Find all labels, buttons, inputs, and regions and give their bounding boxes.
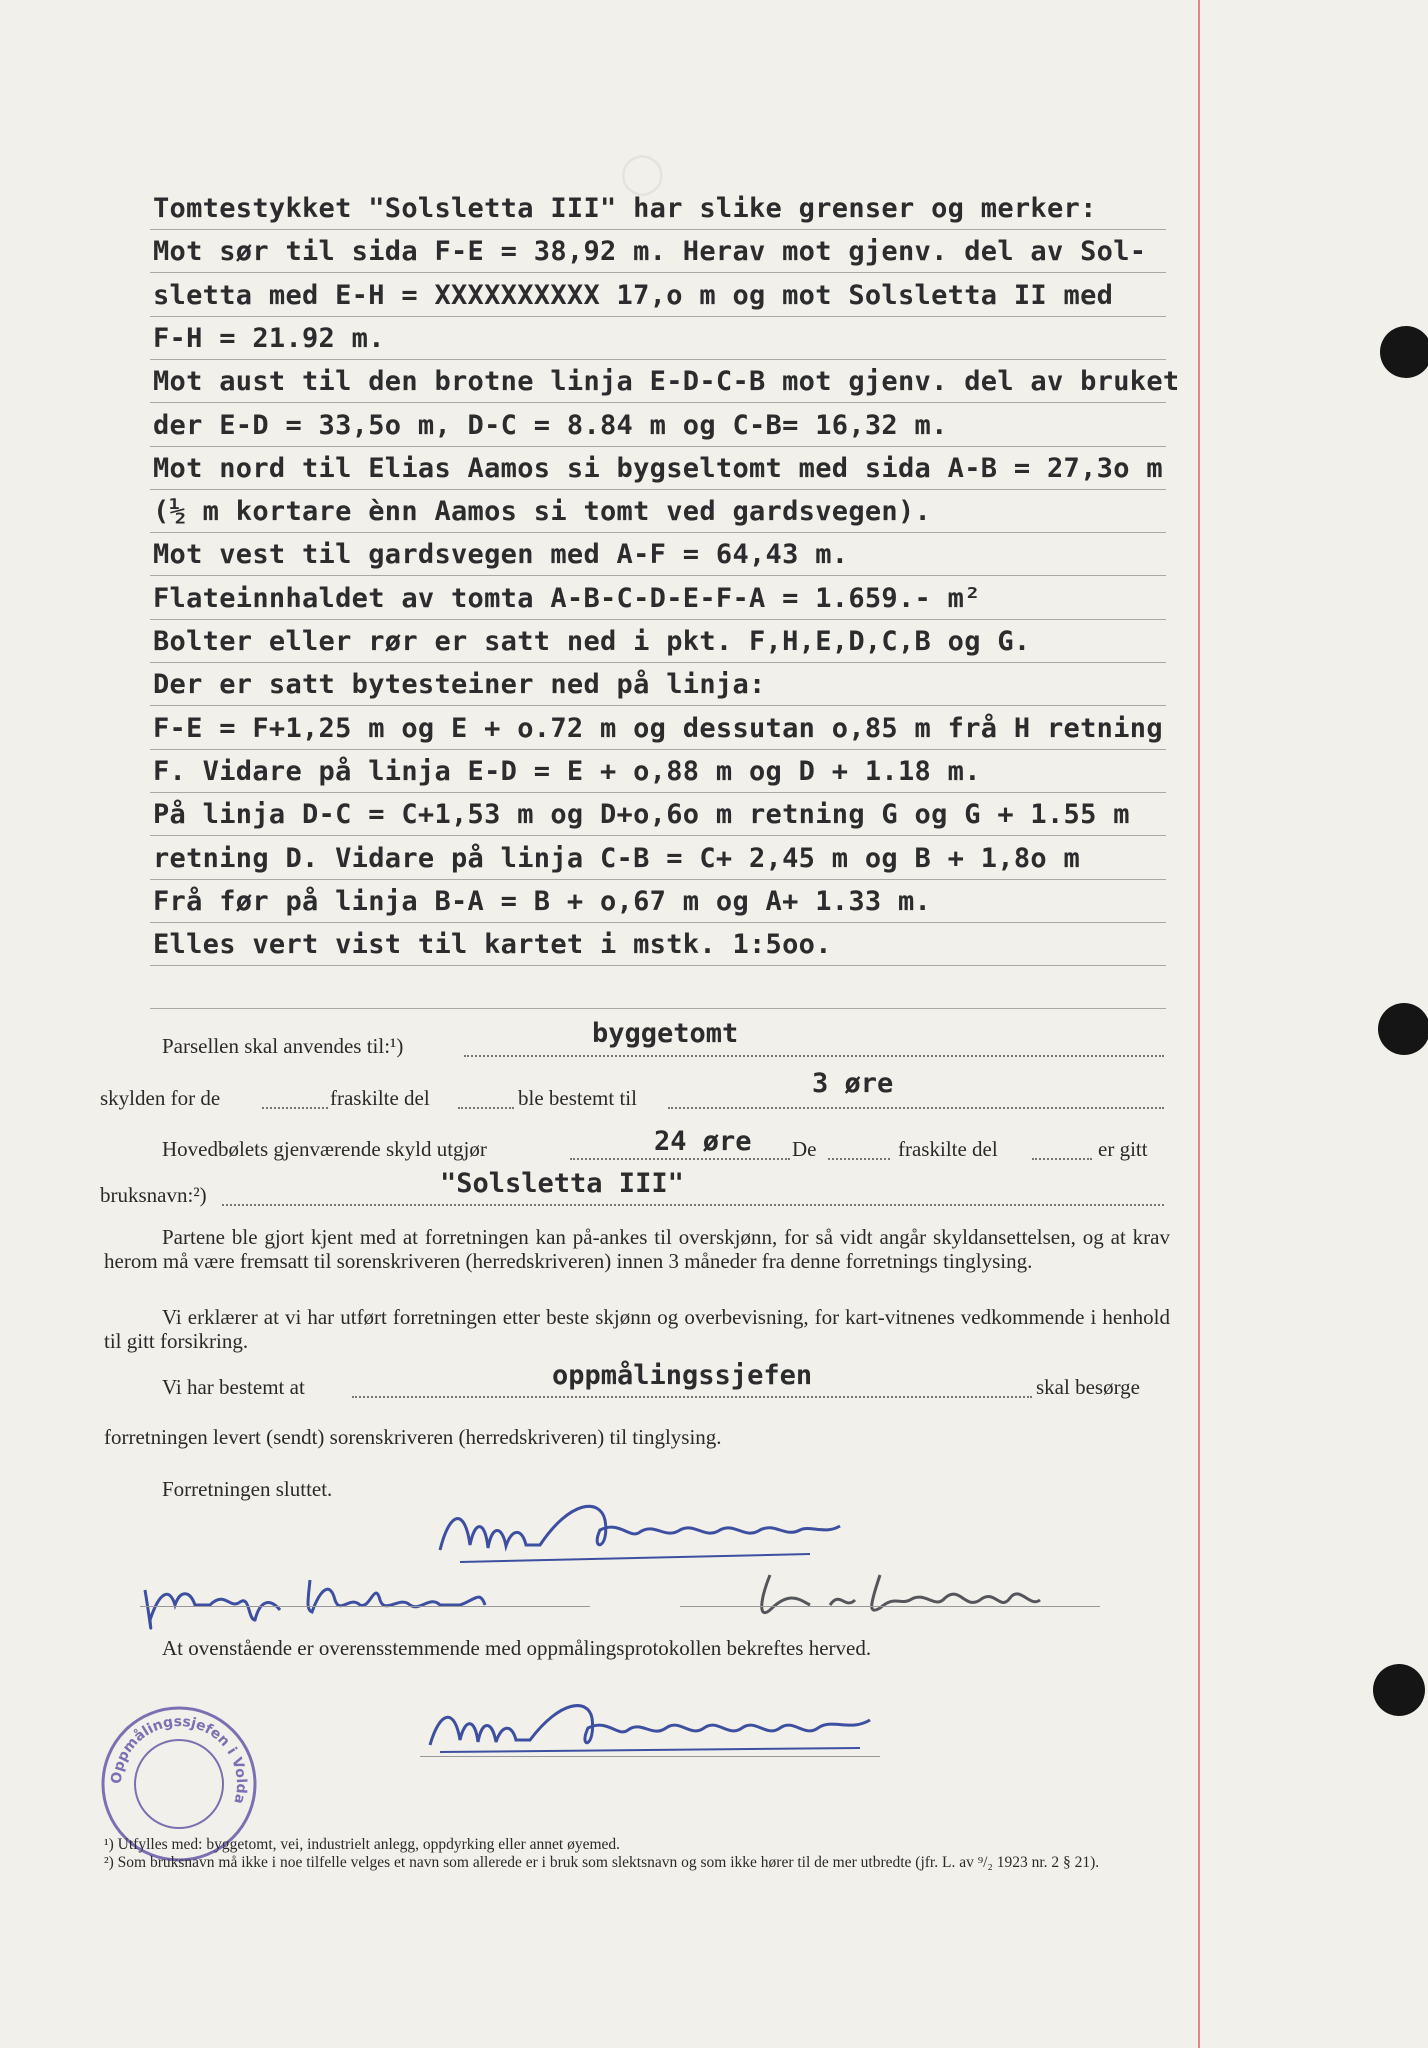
bestemt-value: oppmålingssjefen xyxy=(552,1360,813,1391)
dotted-line xyxy=(1032,1158,1092,1160)
parsellen-label: Parsellen skal anvendes til:¹) xyxy=(162,1034,404,1058)
ruled-line xyxy=(150,619,1166,620)
ruled-line xyxy=(150,662,1166,663)
ruled-line xyxy=(150,835,1166,836)
ruled-line xyxy=(150,705,1166,706)
ruled-line xyxy=(150,402,1166,403)
skyld-label-2: fraskilte del xyxy=(330,1086,430,1110)
signature-1 xyxy=(430,1490,850,1570)
signature-3 xyxy=(730,1560,1090,1640)
ruled-line xyxy=(150,489,1166,490)
typed-line: Mot sør til sida F-E = 38,92 m. Herav mot gjenv. del av Sol- xyxy=(153,236,1147,268)
typed-line: F-H = 21.92 m. xyxy=(153,322,385,354)
ruled-line xyxy=(150,922,1166,923)
ruled-line xyxy=(150,229,1166,230)
footnote-1: ¹) Utfylles med: byggetomt, vei, industrielt anlegg, oppdyrking eller annet øyemed. xyxy=(104,1836,621,1853)
signature-line xyxy=(140,1606,590,1607)
ruled-line xyxy=(150,792,1166,793)
dotted-line xyxy=(828,1158,890,1160)
ruled-line xyxy=(150,316,1166,317)
typed-line: F-E = F+1,25 m og E + o.72 m og dessutan o,85 m frå H retning xyxy=(153,712,1163,744)
ruled-line xyxy=(150,532,1166,533)
skyld-label-1: skylden for de xyxy=(100,1086,221,1110)
typed-line: retning D. Vidare på linja C-B = C+ 2,45 m og B + 1,8o m xyxy=(153,842,1081,874)
footnote-2: ²) Som bruksnavn må ikke i noe tilfelle velges et navn som allerede er i bruk som slektsnavn og som ikke hører til de mer utbredte (jfr. L. av ⁹/₂ 1923 nr. 2 § 21). xyxy=(104,1854,1100,1871)
margin-rule xyxy=(1198,0,1200,2048)
ruled-line xyxy=(150,749,1166,750)
typed-line: Mot vest til gardsvegen med A-F = 64,43 m. xyxy=(153,539,849,571)
levert-line: forretningen levert (sendt) sorenskriveren (herredskriveren) til tinglysing. xyxy=(104,1425,722,1449)
typed-line: Frå før på linja B-A = B + o,67 m og A+ 1.33 m. xyxy=(153,885,932,917)
typed-line: Mot aust til den brotne linja E-D-C-B mot gjenv. del av bruket xyxy=(153,366,1180,398)
ruled-line xyxy=(150,272,1166,273)
bestemt-label: Vi har bestemt at xyxy=(162,1375,305,1399)
signature-4 xyxy=(420,1690,890,1760)
typed-line: (½ m kortare ènn Aamos si tomt ved gardsvegen). xyxy=(153,496,932,528)
typed-line: Tomtestykket "Solsletta III" har slike grenser og merker: xyxy=(153,193,1097,224)
typed-line: Bolter eller rør er satt ned i pkt. F,H,E,D,C,B og G. xyxy=(153,626,1031,657)
bleed-through-text: ◯ xyxy=(620,150,665,196)
signature-2 xyxy=(130,1560,590,1640)
paragraph-appeal: Partene ble gjort kjent med at forretningen kan på-ankes til overskjønn, for så vidt angår skyldansettelsen, og at krav herom må være fremsatt til sorenskriveren (herredskriveren) innen 3 måneder fra denne forretnings tinglysing. xyxy=(104,1225,1170,1273)
typed-line: Elles vert vist til kartet i mstk. 1:5oo. xyxy=(153,929,832,961)
hoved-label-4: er gitt xyxy=(1098,1137,1148,1161)
hoved-value: 24 øre xyxy=(654,1126,752,1157)
ruled-line xyxy=(150,446,1166,447)
dotted-line xyxy=(352,1396,1032,1398)
dotted-line xyxy=(668,1107,1164,1109)
typed-line: Mot nord til Elias Aamos si bygseltomt med sida A-B = 27,3o m xyxy=(153,452,1163,484)
dotted-line xyxy=(570,1158,790,1160)
dotted-line xyxy=(222,1204,1164,1206)
typed-line: Der er satt bytesteiner ned på linja: xyxy=(153,669,766,701)
punch-hole xyxy=(1378,1003,1428,1055)
ruled-line xyxy=(150,359,1166,360)
typed-line: sletta med E-H = XXXXXXXXXX 17,o m og mot Solsletta II med xyxy=(153,279,1114,311)
typed-line: På linja D-C = C+1,53 m og D+o,6o m retning G og G + 1.55 m xyxy=(153,799,1130,831)
ruled-line xyxy=(150,1008,1166,1009)
skyld-value: 3 øre xyxy=(812,1068,894,1099)
hoved-label-3: fraskilte del xyxy=(898,1137,998,1161)
punch-hole xyxy=(1373,1664,1425,1716)
typed-line: F. Vidare på linja E-D = E + o,88 m og D + 1.18 m. xyxy=(153,755,981,787)
bestemt-label-2: skal besørge xyxy=(1036,1375,1141,1399)
bruksnavn-value: "Solsletta III" xyxy=(440,1168,684,1199)
bruksnavn-label: bruksnavn:²) xyxy=(100,1183,207,1207)
ruled-line xyxy=(150,965,1166,966)
parsellen-value: byggetomt xyxy=(592,1018,739,1049)
confirm-text: At ovenstående er overensstemmende med oppmålingsprotokollen bekreftes herved. xyxy=(162,1636,872,1660)
parsellen-dotted-line xyxy=(464,1055,1164,1057)
signature-line xyxy=(680,1606,1100,1607)
signature-line xyxy=(420,1756,880,1757)
paragraph-declaration: Vi erklærer at vi har utført forretningen etter beste skjønn og overbevisning, for kart-vitnenes vedkommende i henhold til gitt forsikring. xyxy=(104,1305,1170,1353)
skyld-label-3: ble bestemt til xyxy=(518,1086,637,1110)
dotted-line xyxy=(262,1107,328,1109)
dotted-line xyxy=(458,1107,514,1109)
hoved-label-2: De xyxy=(792,1137,817,1161)
punch-hole xyxy=(1380,326,1428,378)
typed-line: Flateinnhaldet av tomta A-B-C-D-E-F-A = 1.659.- m² xyxy=(153,582,981,614)
ruled-line xyxy=(150,879,1166,880)
svg-text:Oppmålingssjefen i Volda: Oppmålingssjefen i Volda xyxy=(108,1713,250,1806)
typed-line: der E-D = 33,5o m, D-C = 8.84 m og C-B= 16,32 m. xyxy=(153,409,948,441)
hoved-label: Hovedbølets gjenværende skyld utgjør xyxy=(162,1137,487,1161)
sluttet-label: Forretningen sluttet. xyxy=(162,1477,333,1501)
ruled-line xyxy=(150,575,1166,576)
